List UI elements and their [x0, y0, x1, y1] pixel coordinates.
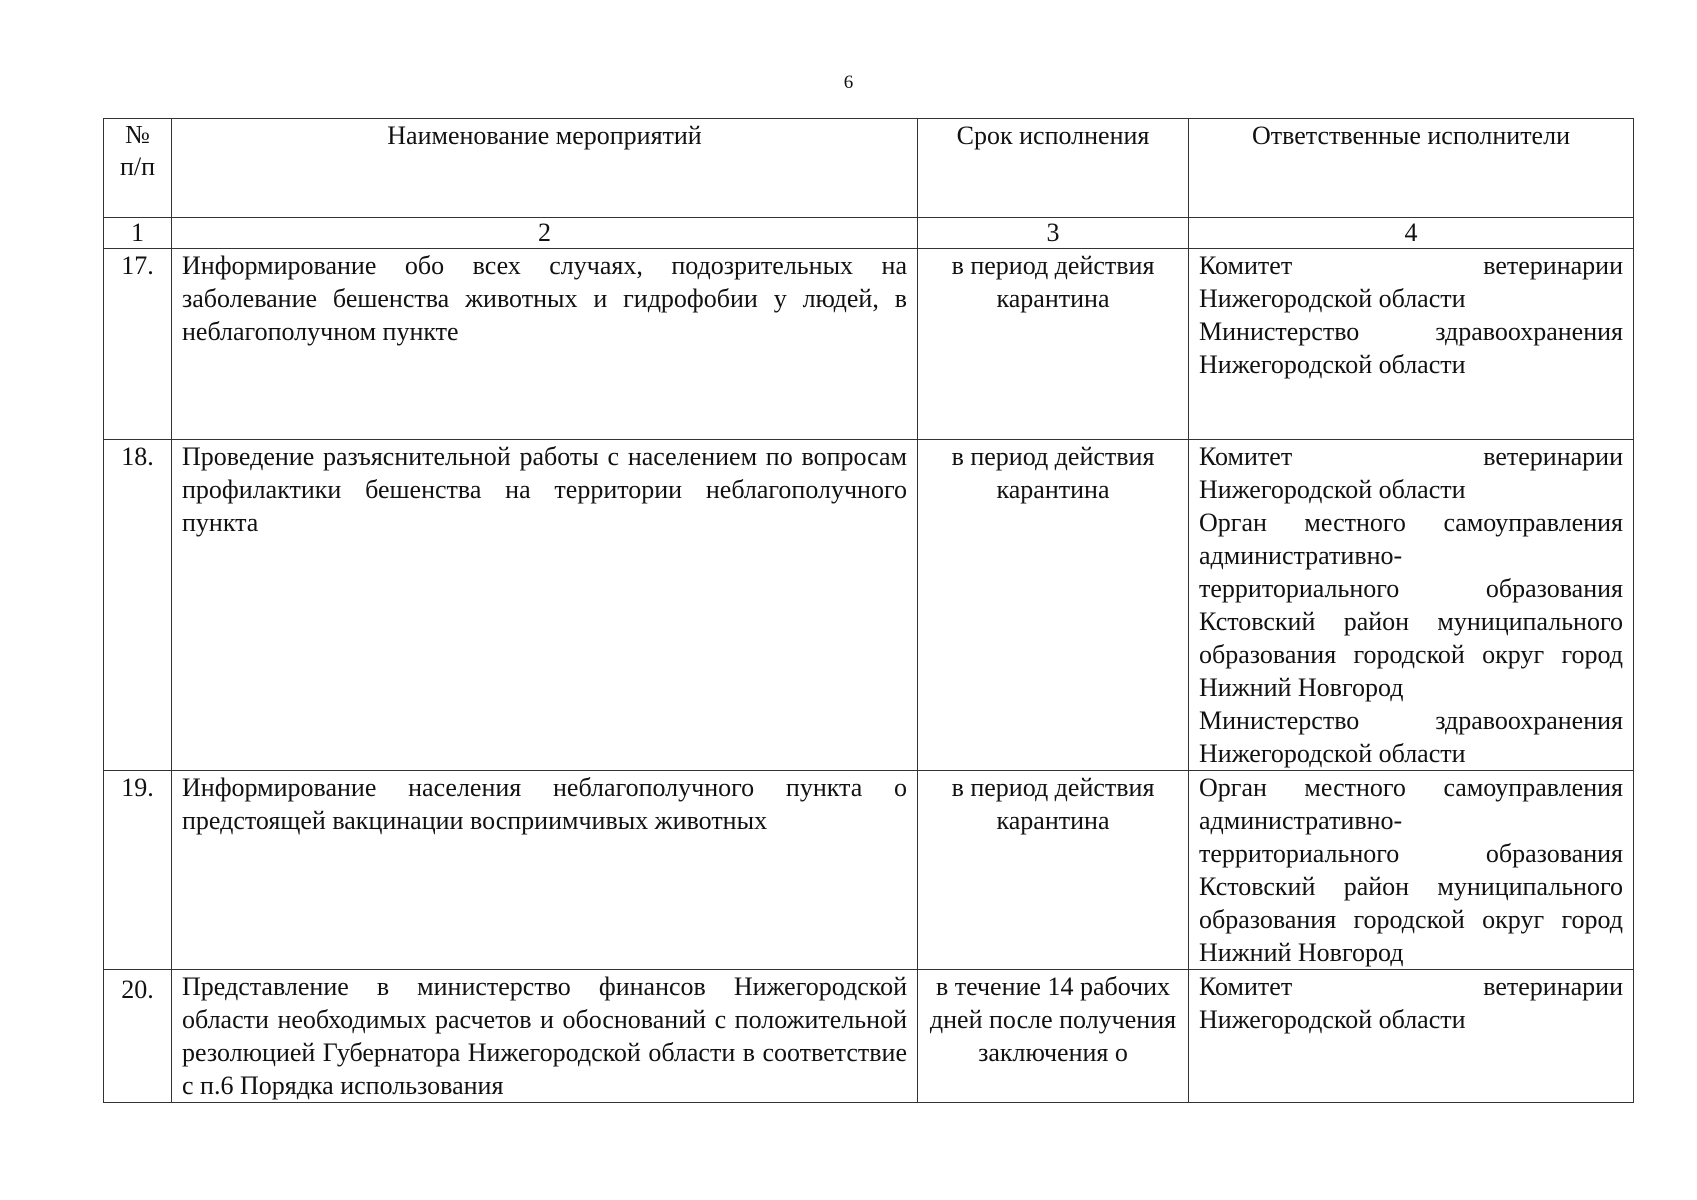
column-index-4: 4	[1189, 218, 1634, 249]
measure-name: Проведение разъяснительной работы с населением по вопросам профилактики бешенства на территории неблагополучного пункта	[172, 440, 918, 771]
responsible-line: территориального образования	[1199, 839, 1623, 868]
responsible-line: Министерство здравоохранения	[1199, 706, 1623, 735]
responsible-line: Нижегородской области	[1199, 1005, 1466, 1034]
header-num: № п/п	[104, 119, 172, 218]
responsible-line: Кстовский район муниципального	[1199, 872, 1623, 901]
responsible-line: Кстовский район муниципального	[1199, 607, 1623, 636]
responsible-line: Нижний Новгород	[1199, 938, 1404, 967]
page-number: 6	[843, 72, 854, 93]
header-name: Наименование мероприятий	[172, 119, 918, 218]
column-index-2: 2	[172, 218, 918, 249]
responsible-line: территориального образования	[1199, 574, 1623, 603]
table-row	[104, 970, 1634, 1103]
responsible-line: административно-	[1199, 541, 1403, 570]
responsible-line: Комитет ветеринарии	[1199, 442, 1623, 471]
row-number: 19.	[104, 771, 172, 970]
responsible-line: Нижегородской области	[1199, 284, 1466, 313]
measure-name: Представление в министерство финансов Нижегородской области необходимых расчетов и обоснований с положительной резолюцией Губернатора Нижегородской области в соответствие с п.6 Порядка использования	[172, 970, 918, 1103]
responsible-line: Комитет ветеринарии	[1199, 972, 1623, 1001]
responsible-line: Орган местного самоуправления	[1199, 508, 1623, 537]
measure-name: Информирование населения неблагополучного пункта о предстоящей вакцинации восприимчивых животных	[172, 771, 918, 970]
column-index-1: 1	[104, 218, 172, 249]
measure-responsible	[1189, 249, 1634, 440]
responsible-line: административно-	[1199, 806, 1403, 835]
responsible-line: Нижегородской области	[1199, 350, 1466, 379]
responsible-line: Комитет ветеринарии	[1199, 251, 1623, 280]
header-responsible: Ответственные исполнители	[1189, 119, 1634, 218]
measure-responsible	[1189, 440, 1634, 771]
measure-term: в течение 14 рабочих дней после получения заключения о	[918, 970, 1189, 1103]
column-index-row	[104, 218, 1634, 249]
header-term: Срок исполнения	[918, 119, 1189, 218]
table-header-row	[104, 119, 1634, 218]
measure-responsible	[1189, 970, 1634, 1103]
responsible-line: Нижний Новгород	[1199, 673, 1404, 702]
measures-table	[103, 118, 1634, 1103]
row-number: 17.	[104, 249, 172, 440]
row-number: 20.	[104, 970, 172, 1103]
measure-term: в период действия карантина	[918, 771, 1189, 970]
measure-term: в период действия карантина	[918, 249, 1189, 440]
measure-responsible	[1189, 771, 1634, 970]
measure-term: в период действия карантина	[918, 440, 1189, 771]
measure-name: Информирование обо всех случаях, подозрительных на заболевание бешенства животных и гидрофобии у людей, в неблагополучном пункте	[172, 249, 918, 440]
responsible-line: образования городской округ город	[1199, 640, 1623, 669]
responsible-line: Нижегородской области	[1199, 739, 1466, 768]
table-row	[104, 440, 1634, 771]
table-row	[104, 249, 1634, 440]
responsible-line: образования городской округ город	[1199, 905, 1623, 934]
row-number: 18.	[104, 440, 172, 771]
column-index-3: 3	[918, 218, 1189, 249]
table-row	[104, 771, 1634, 970]
responsible-line: Орган местного самоуправления	[1199, 773, 1623, 802]
responsible-line: Нижегородской области	[1199, 475, 1466, 504]
responsible-line: Министерство здравоохранения	[1199, 317, 1623, 346]
